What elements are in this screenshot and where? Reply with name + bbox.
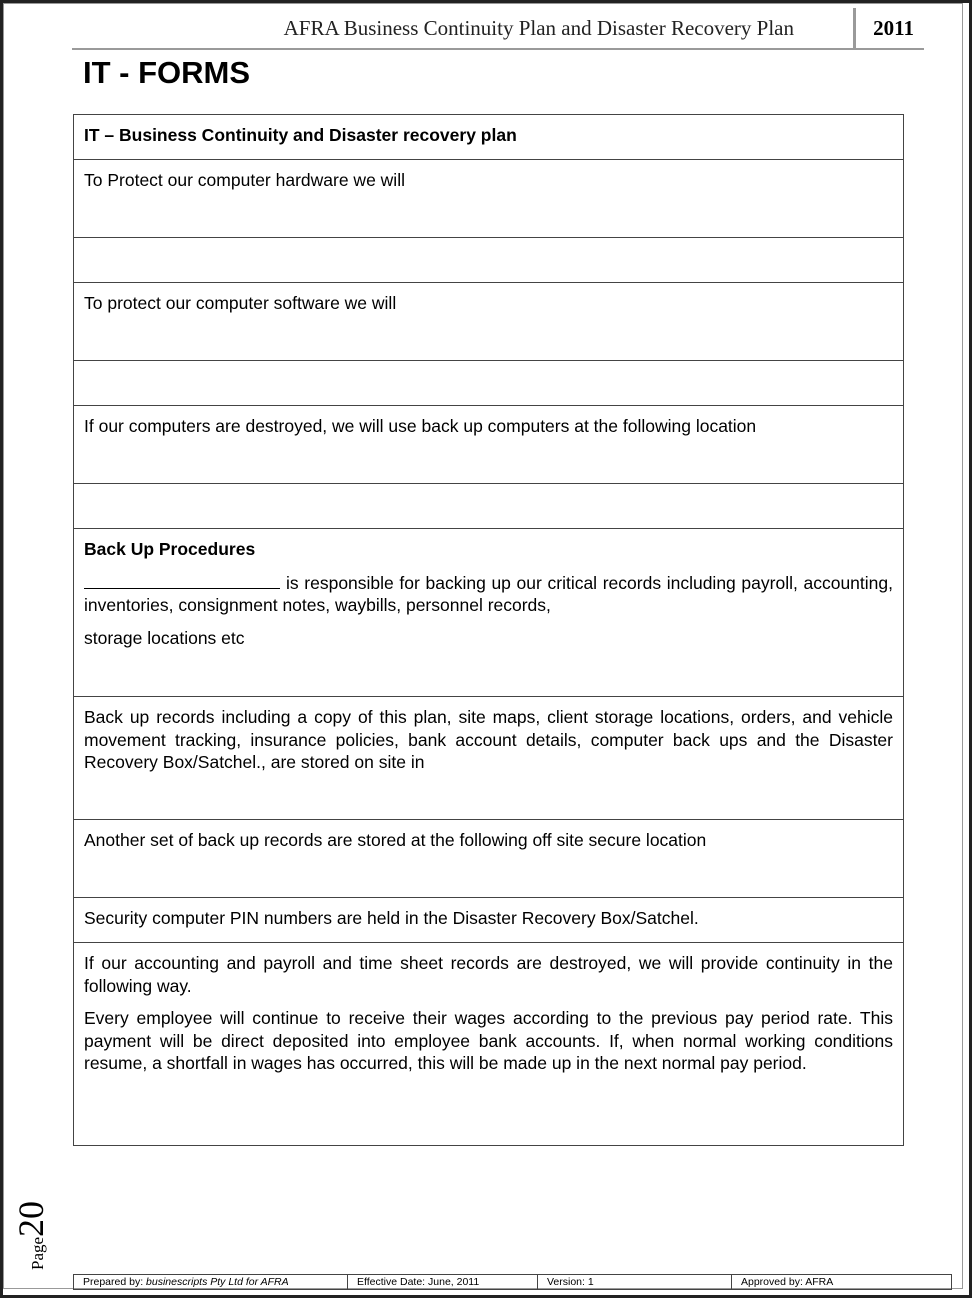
- hardware-label: To Protect our computer hardware we will: [74, 160, 903, 238]
- page-footer: [73, 1274, 952, 1290]
- wages-text: Every employee will continue to receive their wages according to the previous pay period rate. This payment will be direct deposited into employee bank accounts. If, when normal working conditions resume, a shortfall in wages has occurred, this will be made up in the next normal pay period.: [84, 1008, 893, 1073]
- software-label: To protect our computer software we will: [74, 283, 903, 361]
- payroll-continuity-section: [74, 943, 903, 1145]
- header-divider: [853, 8, 856, 48]
- page-label: Page: [28, 1236, 47, 1270]
- backup-responsible-text: is responsible for backing up our critical records including payroll, accounting, inventories, consignment notes, waybills, personnel records,: [84, 572, 893, 615]
- header-title: AFRA Business Continuity Plan and Disaster Recovery Plan: [283, 16, 794, 40]
- payroll-continuity-text: If our accounting and payroll and time sheet records are destroyed, we will provide continuity in the following way.: [84, 953, 893, 996]
- responsible-person-blank[interactable]: [84, 572, 280, 589]
- footer-approved-by: Approved by: AFRA: [741, 1276, 834, 1288]
- backup-procedures-section: [74, 529, 903, 697]
- page-header: [72, 8, 924, 50]
- page-number: [10, 1185, 51, 1270]
- onsite-records-text: Back up records including a copy of this plan, site maps, client storage locations, orders, and vehicle movement tracking, insurance policies, bank account details, computer back ups and the Disaster Recovery Box/Satchel., are stored on site in: [74, 697, 903, 820]
- form-heading: IT – Business Continuity and Disaster recovery plan: [74, 115, 903, 160]
- footer-version: Version: 1: [538, 1275, 732, 1289]
- footer-prepared-by: Prepared by: businescripts Pty Ltd for AFRA: [74, 1275, 348, 1289]
- backup-location-label: If our computers are destroyed, we will use back up computers at the following location: [74, 406, 903, 484]
- pin-numbers-text: Security computer PIN numbers are held in the Disaster Recovery Box/Satchel.: [74, 898, 903, 943]
- backup-location-field[interactable]: [74, 484, 903, 529]
- offsite-records-text: Another set of back up records are stored at the following off site secure location: [74, 820, 903, 898]
- page-number-value: 20: [11, 1200, 51, 1237]
- page-title: IT - FORMS: [83, 55, 251, 90]
- header-year: 2011: [873, 16, 914, 40]
- hardware-answer-field[interactable]: [74, 238, 903, 283]
- footer-effective-date: Effective Date: June, 2011: [348, 1275, 538, 1289]
- software-answer-field[interactable]: [74, 361, 903, 406]
- backup-procedures-title: Back Up Procedures: [84, 539, 256, 559]
- it-form-table: [73, 114, 904, 1146]
- storage-locations-text: storage locations etc: [84, 627, 245, 648]
